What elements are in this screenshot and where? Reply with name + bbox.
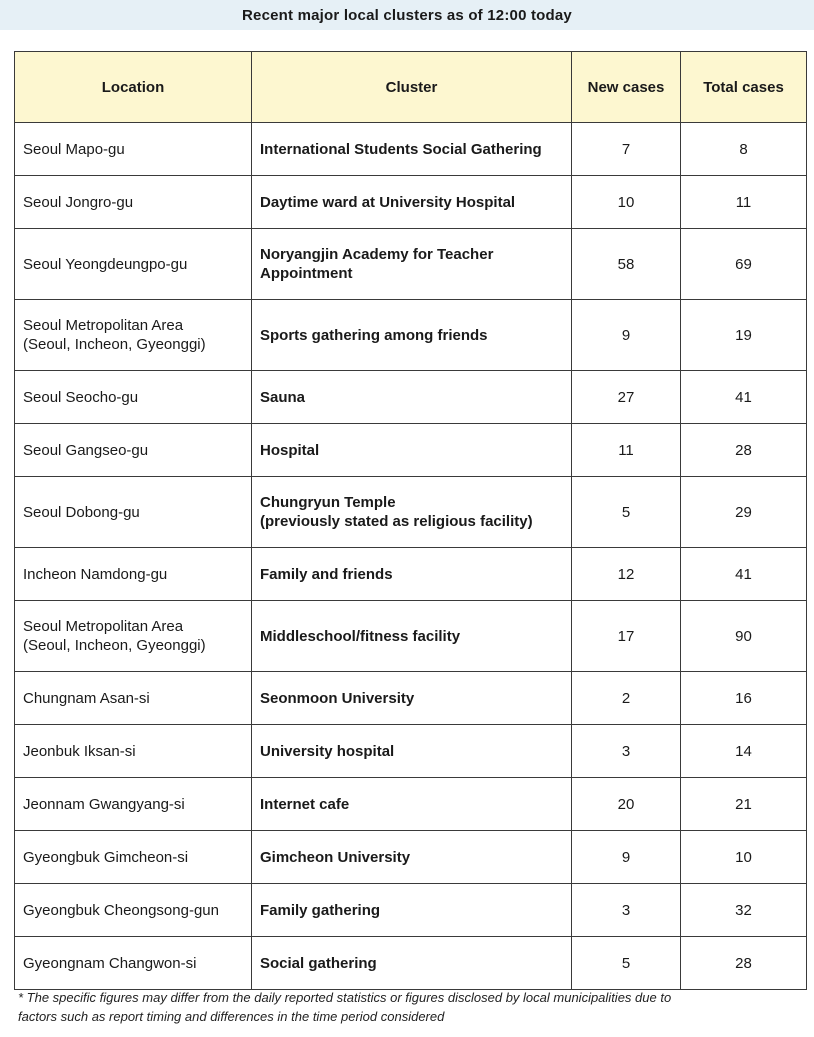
table-row — [15, 937, 807, 990]
cell-new-cases: 12 — [572, 548, 681, 601]
cell-cluster: Middleschool/fitness facility — [252, 601, 572, 672]
cell-new-cases: 9 — [572, 300, 681, 371]
cell-location: Jeonbuk Iksan-si — [15, 725, 252, 778]
cell-new-cases: 7 — [572, 123, 681, 176]
cell-cluster: Gimcheon University — [252, 831, 572, 884]
cell-location: Seoul Yeongdeungpo-gu — [15, 229, 252, 300]
cell-cluster: Sports gathering among friends — [252, 300, 572, 371]
cell-cluster: Chungryun Temple (previously stated as religious facility) — [252, 477, 572, 548]
cell-total-cases: 19 — [681, 300, 807, 371]
cell-new-cases: 5 — [572, 937, 681, 990]
cell-cluster: Daytime ward at University Hospital — [252, 176, 572, 229]
cell-location: Incheon Namdong-gu — [15, 548, 252, 601]
table-row — [15, 424, 807, 477]
cell-new-cases: 27 — [572, 371, 681, 424]
header-cluster: Cluster — [252, 52, 572, 123]
cell-location: Chungnam Asan-si — [15, 672, 252, 725]
cell-cluster: Noryangjin Academy for Teacher Appointment — [252, 229, 572, 300]
cell-cluster: Seonmoon University — [252, 672, 572, 725]
cell-total-cases: 14 — [681, 725, 807, 778]
cell-total-cases: 41 — [681, 548, 807, 601]
cell-total-cases: 16 — [681, 672, 807, 725]
header-location: Location — [15, 52, 252, 123]
cell-location: Seoul Dobong-gu — [15, 477, 252, 548]
cell-cluster: Social gathering — [252, 937, 572, 990]
cell-cluster: International Students Social Gathering — [252, 123, 572, 176]
cell-new-cases: 10 — [572, 176, 681, 229]
cell-total-cases: 28 — [681, 937, 807, 990]
cell-new-cases: 2 — [572, 672, 681, 725]
footnote: * The specific figures may differ from the daily reported statistics or figures disclosed by local municipalities due to factors such as report timing and differences in the time period considered — [18, 990, 672, 1024]
cell-new-cases: 17 — [572, 601, 681, 672]
table-row — [15, 123, 807, 176]
cell-location: Seoul Mapo-gu — [15, 123, 252, 176]
cell-cluster: Sauna — [252, 371, 572, 424]
cell-cluster: University hospital — [252, 725, 572, 778]
table-row — [15, 884, 807, 937]
table-row — [15, 371, 807, 424]
cell-total-cases: 29 — [681, 477, 807, 548]
cell-total-cases: 69 — [681, 229, 807, 300]
cell-total-cases: 21 — [681, 778, 807, 831]
table-row — [15, 477, 807, 548]
cell-cluster: Internet cafe — [252, 778, 572, 831]
cell-cluster: Hospital — [252, 424, 572, 477]
table-row — [15, 601, 807, 672]
cell-cluster: Family and friends — [252, 548, 572, 601]
table-row — [15, 176, 807, 229]
header-new-cases: New cases — [572, 52, 681, 123]
page-title: Recent major local clusters as of 12:00 today — [242, 6, 572, 24]
cell-total-cases: 8 — [681, 123, 807, 176]
table-header-row — [15, 52, 807, 123]
cell-new-cases: 3 — [572, 725, 681, 778]
table-row — [15, 831, 807, 884]
cell-location: Gyeongbuk Cheongsong-gun — [15, 884, 252, 937]
cell-new-cases: 11 — [572, 424, 681, 477]
table-row — [15, 725, 807, 778]
page-title-bar — [0, 0, 814, 30]
cell-location: Seoul Gangseo-gu — [15, 424, 252, 477]
cell-location: Gyeongbuk Gimcheon-si — [15, 831, 252, 884]
cell-total-cases: 32 — [681, 884, 807, 937]
cell-new-cases: 58 — [572, 229, 681, 300]
table-row — [15, 229, 807, 300]
cell-new-cases: 5 — [572, 477, 681, 548]
table-row — [15, 300, 807, 371]
clusters-table — [14, 51, 807, 990]
cell-new-cases: 20 — [572, 778, 681, 831]
cell-location: Jeonnam Gwangyang-si — [15, 778, 252, 831]
cell-total-cases: 11 — [681, 176, 807, 229]
cell-new-cases: 9 — [572, 831, 681, 884]
cell-total-cases: 10 — [681, 831, 807, 884]
cell-new-cases: 3 — [572, 884, 681, 937]
cell-location: Seoul Seocho-gu — [15, 371, 252, 424]
cell-total-cases: 90 — [681, 601, 807, 672]
cell-cluster: Family gathering — [252, 884, 572, 937]
cell-total-cases: 28 — [681, 424, 807, 477]
cell-location: Seoul Metropolitan Area (Seoul, Incheon, Gyeonggi) — [15, 300, 252, 371]
header-total-cases: Total cases — [681, 52, 807, 123]
table-row — [15, 672, 807, 725]
table-row — [15, 778, 807, 831]
cell-location: Gyeongnam Changwon-si — [15, 937, 252, 990]
cell-total-cases: 41 — [681, 371, 807, 424]
table-row — [15, 548, 807, 601]
cell-location: Seoul Metropolitan Area (Seoul, Incheon, Gyeonggi) — [15, 601, 252, 672]
cell-location: Seoul Jongro-gu — [15, 176, 252, 229]
